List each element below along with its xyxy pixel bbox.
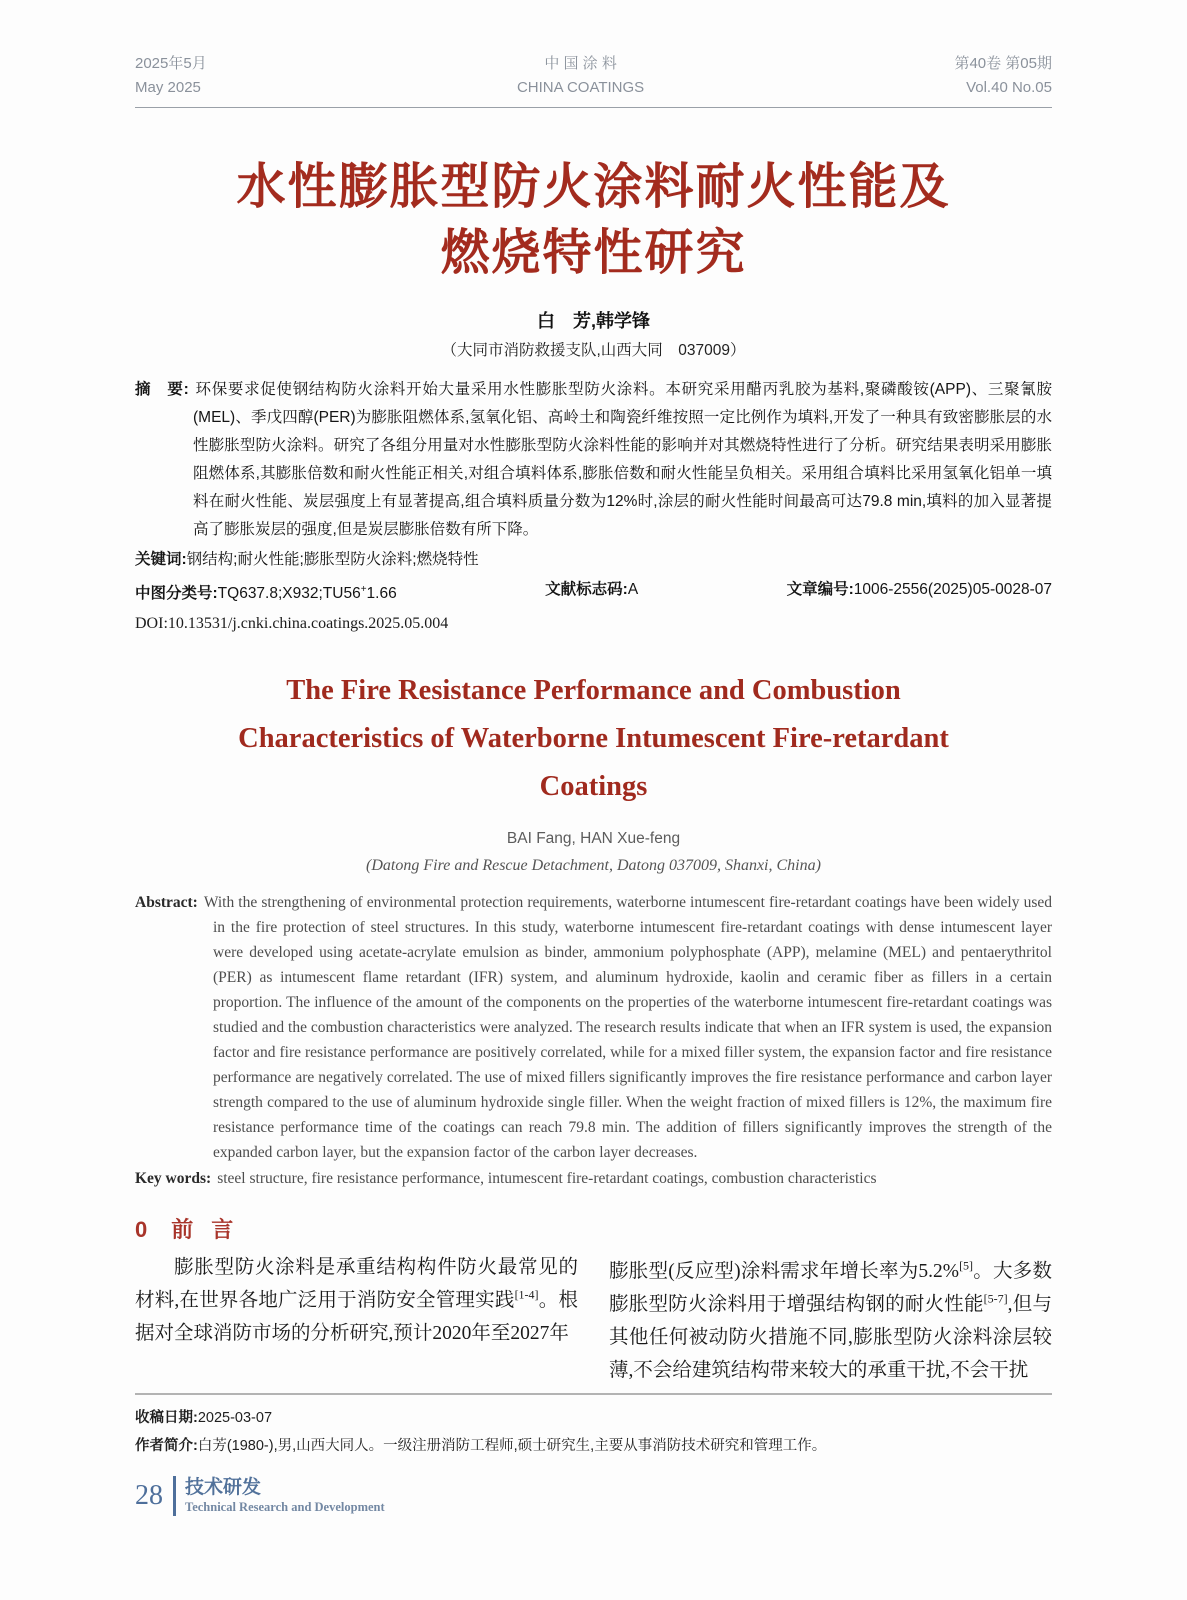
- article-id-label: 文章编号:: [786, 581, 854, 598]
- issue-cn: 第40卷 第05期: [954, 55, 1052, 72]
- body-text: 膨胀型(反应型)涂料需求年增长率为5.2%: [609, 1261, 960, 1283]
- authors-cn: 白 芳,韩学锋: [536, 311, 650, 331]
- footer-column-cn: 技术研发: [185, 1476, 262, 1498]
- title-cn-line1: 水性膨胀型防火涂料耐火性能及: [236, 160, 951, 214]
- keywords-en: [135, 1166, 1052, 1191]
- header-date: [135, 52, 207, 100]
- affiliation-en: (Datong Fire and Rescue Detachment, Datong 037009, Shanxi, China): [366, 857, 821, 875]
- header-issue: [954, 52, 1052, 100]
- journal-header: [135, 52, 1052, 108]
- received-date-value: 2025-03-07: [197, 1410, 273, 1427]
- body-paragraph-right: [609, 1255, 1052, 1387]
- author-bio-label: 作者简介:: [135, 1438, 198, 1455]
- keywords-en-text: steel structure, fire resistance performance, intumescent fire-retardant coatings, combustion characteristics: [217, 1170, 877, 1188]
- page-footer: [135, 1476, 1052, 1516]
- document-code: [545, 576, 638, 608]
- document-code-label: 文献标志码:: [545, 581, 628, 598]
- body-text: 膨胀型防火涂料是承重结构构件防火最常见的材料,在世界各地广泛用于消防安全管理实践: [135, 1257, 578, 1312]
- citation-ref: [1-4]: [514, 1287, 539, 1302]
- keywords-en-label: Key words:: [135, 1170, 212, 1188]
- body-column-right: [609, 1251, 1052, 1387]
- citation-ref: [5]: [959, 1258, 974, 1273]
- citation-ref: [5-7]: [983, 1291, 1008, 1306]
- body-text: 。大多数膨胀型防火涂料用于增强结构钢的耐火性能: [609, 1261, 1052, 1316]
- abstract-cn: [135, 376, 1052, 544]
- keywords-cn-label: 关键词:: [135, 551, 187, 568]
- body-column-left: [135, 1251, 578, 1387]
- abstract-en-text: With the strengthening of environmental protection requirements, waterborne intumescent fire-retardant coatings have been widely used in the fire protection of steel structures. In this study, waterborne intumescent fire-retardant coatings with dense intumescent layer were developed using acetate-acrylate emulsion as binder, ammonium polyphosphate (APP), melamine (MEL) and pentaerythritol (PER) as intumescent flame retardant (IFR) system, and aluminum hydroxide, kaolin and ceramic fiber as fillers in a certain proportion. The influence of the amount of the components on the properties of the waterborne intumescent fire-retardant coatings was studied and the combustion characteristics were analyzed. The research results indicate that when an IFR system is used, the expansion factor and fire resistance performance are positively correlated, while for a mixed filler system, the expansion factor and fire resistance performance are negatively correlated. The use of mixed fillers significantly improves the fire resistance performance and carbon layer strength compared to the use of aluminum hydroxide single filler. When the weight fraction of mixed fillers is 12%, the maximum fire resistance performance time of the coatings can reach 79.8 min. The addition of fillers significantly improves the strength of the expanded carbon layer, but the expansion factor of the carbon layer decreases.: [203, 894, 1052, 1162]
- header-date-cn: 2025年5月: [135, 55, 207, 72]
- affiliation-cn: （大同市消防救援支队,山西大同 037009）: [441, 342, 746, 359]
- footer-column-name: [185, 1477, 385, 1516]
- issue-en: Vol.40 No.05: [966, 79, 1052, 96]
- title-cn-line2: 燃烧特性研究: [440, 226, 747, 280]
- journal-name-en: CHINA COATINGS: [516, 79, 645, 96]
- article-id-value: 1006-2556(2025)05-0028-07: [853, 581, 1052, 598]
- clc-value-b: 1.66: [366, 585, 397, 603]
- section-number: 0: [135, 1217, 148, 1243]
- clc-superscript: +: [360, 584, 367, 595]
- footnote-block: [135, 1393, 1052, 1460]
- doi: DOI:10.13531/j.cnki.china.coatings.2025.05.004: [135, 615, 449, 633]
- abstract-cn-text: 环保要求促使钢结构防火涂料开始大量采用水性膨胀型防火涂料。本研究采用醋丙乳胶为基料,聚磷酸铵(APP)、三聚氰胺(MEL)、季戊四醇(PER)为膨胀阻燃体系,氢氧化铝、高岭土和陶瓷纤维按照一定比例作为填料,开发了一种具有致密膨胀层的水性膨胀型防火涂料。研究了各组分用量对水性膨胀型防火涂料性能的影响并对其燃烧特性进行了分析。研究结果表明采用膨胀阻燃体系,其膨胀倍数和耐火性能正相关,对组合填料体系,膨胀倍数和耐火性能呈负相关。采用组合填料比采用氢氧化铝单一填料在耐火性能、炭层强度上有显著提高,组合填料质量分数为12%时,涂层的耐火性能时间最高可达79.8 min,填料的加入显著提高了膨胀炭层的强度,但是炭层膨胀倍数有所下降。: [193, 381, 1052, 538]
- body-text: 。根据对全球消防市场的分析研究,预计2020年至2027年: [135, 1290, 578, 1345]
- page-number: 28: [135, 1480, 163, 1512]
- body-text: ,但与其他任何被动防火措施不同,膨胀型防火涂料涂层较薄,不会给建筑结构带来较大的承重干扰,不会干扰: [609, 1294, 1052, 1382]
- keywords-cn: [135, 545, 1052, 574]
- clc-number: [135, 576, 397, 608]
- title-en-line2: Characteristics of Waterborne Intumescent Fire-retardant: [238, 723, 949, 755]
- abstract-cn-label: 摘 要:: [135, 381, 189, 398]
- section-title: 前言: [171, 1217, 252, 1243]
- clc-value-a: TQ637.8;X932;TU56: [217, 585, 361, 603]
- header-date-en: May 2025: [135, 79, 201, 96]
- footer-divider-bar: [173, 1476, 176, 1516]
- author-bio-value: 白芳(1980-),男,山西大同人。一级注册消防工程师,硕士研究生,主要从事消防技术研究和管理工作。: [197, 1438, 827, 1455]
- authors-en: BAI Fang, HAN Xue-feng: [506, 830, 681, 848]
- abstract-en: [135, 890, 1052, 1165]
- keywords-cn-text: 钢结构;耐火性能;膨胀型防火涂料;燃烧特性: [186, 551, 479, 568]
- article-title-cn: [135, 154, 1052, 286]
- received-date-label: 收稿日期:: [135, 1410, 198, 1427]
- title-en-line3: Coatings: [539, 771, 648, 803]
- body-columns: [135, 1251, 1052, 1387]
- journal-name-cn: 中 国 涂 料: [544, 55, 617, 72]
- header-journal-name: [517, 52, 644, 100]
- section-heading-0: [135, 1215, 1052, 1245]
- author-bio: [135, 1432, 1052, 1460]
- document-code-value: A: [627, 581, 639, 598]
- abstract-en-label: Abstract:: [135, 894, 198, 912]
- footer-column-en: Technical Research and Development: [185, 1499, 385, 1514]
- clc-label: 中图分类号:: [135, 585, 218, 603]
- received-date: [135, 1404, 1052, 1432]
- body-paragraph-left: [135, 1251, 578, 1350]
- article-id: [787, 576, 1052, 608]
- article-title-en: [135, 667, 1052, 811]
- title-en-line1: The Fire Resistance Performance and Combustion: [286, 675, 901, 707]
- classification-row: [135, 576, 1052, 608]
